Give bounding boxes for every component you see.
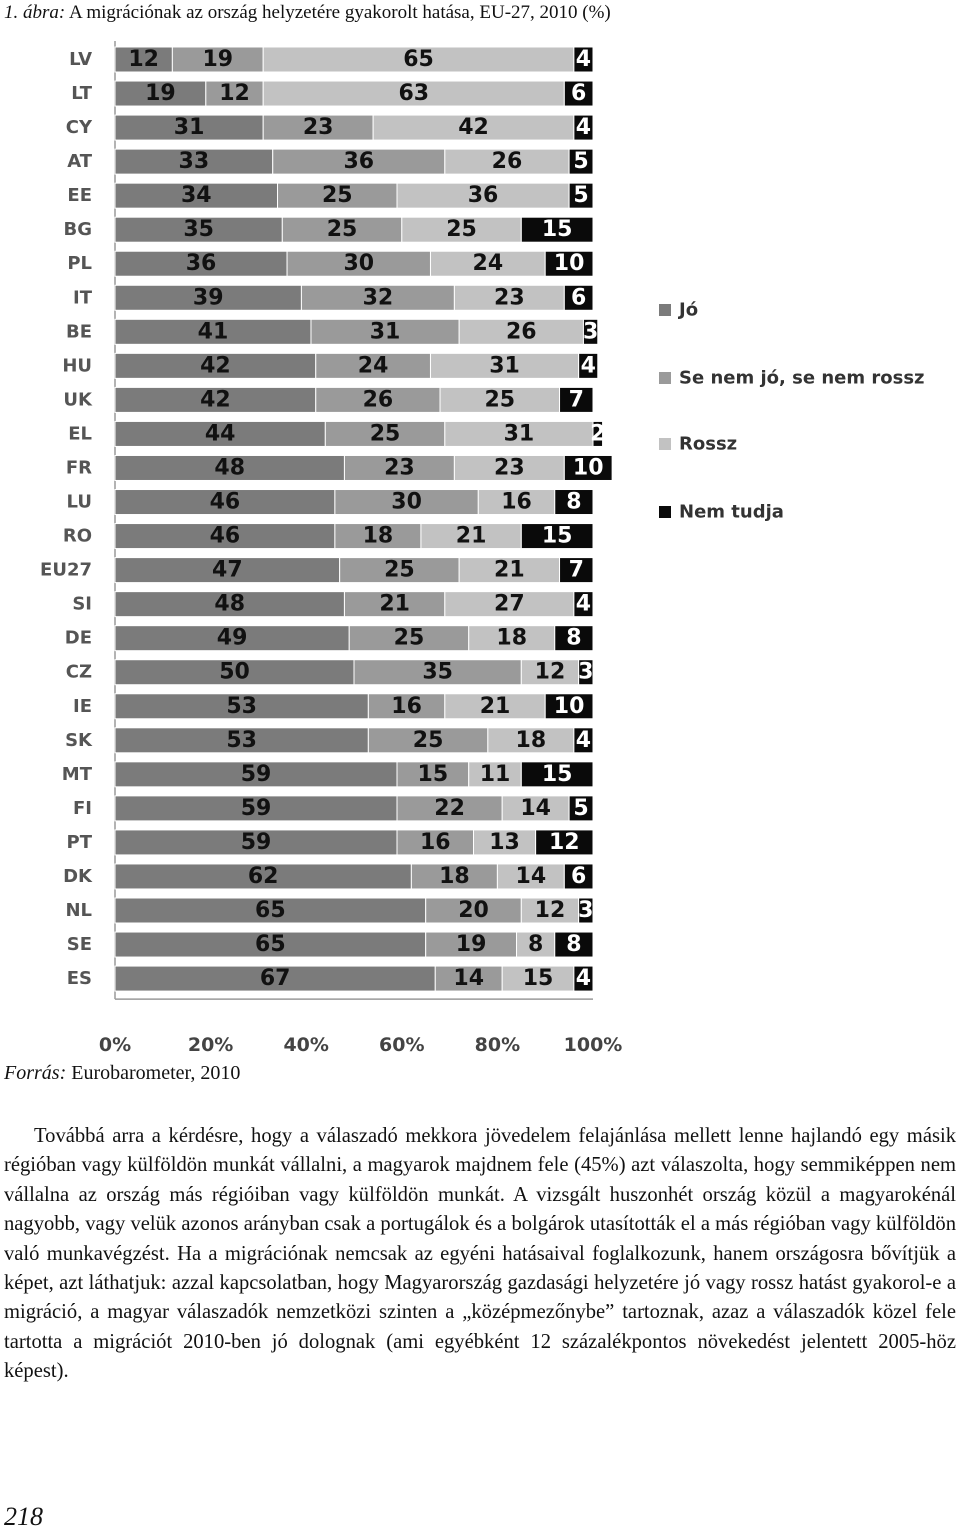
category-label-it: IT [73,287,92,309]
data-label-fr-s2: 23 [494,455,525,481]
data-label-si-s2: 27 [494,591,525,617]
data-label-ee-s3: 5 [573,183,589,209]
data-label-el-s0: 44 [204,421,236,447]
legend-swatch-0 [659,304,671,316]
data-label-bg-s1: 25 [326,217,358,243]
data-label-nl-s2: 12 [534,898,566,923]
category-label-pt: PT [66,831,92,853]
category-label-be: BE [65,321,92,343]
category-label-se: SE [66,934,92,956]
data-label-lt-s0: 19 [145,81,176,107]
data-label-uk-s3: 7 [568,387,584,413]
data-label-it-s3: 6 [571,285,587,311]
category-label-lt: LT [71,83,92,105]
category-label-es: ES [66,968,92,990]
data-label-pt-s3: 12 [549,829,580,855]
data-label-lt-s3: 6 [571,81,587,107]
data-label-lu-s0: 46 [209,489,241,515]
data-label-mt-s0: 59 [240,761,272,787]
data-label-sk-s1: 25 [412,727,444,753]
legend-label-2: Rossz [679,433,738,455]
x-tick-label: 100% [563,1034,623,1055]
data-label-pt-s0: 59 [240,829,272,855]
data-label-nl-s1: 20 [458,898,489,923]
category-label-si: SI [72,593,92,615]
body-paragraph: Továbbá arra a kérdésre, hogy a válaszadó mekkora jövedelem felajánlása mellett lenne hajlandó egy másik régióban vagy külföldön munkát vállalni, a magyarok majdnem fele (45%) azt válaszolta, hogy semmiképpen nem vállalna az ország más régióiban vagy külföldön munkát. A vizsgált huszonhét ország közül a magyarokénál nagyobb, vagy velük azonos arányban csak a portugálok és a bolgárok utasították el a más régióban vagy külföldön való munkavégzést. Ha a migrációnak nemcsak az egyéni hatásaival foglalkozunk, hanem országosra bővítjük a képet, azt láthatjuk: azzal kapcsolatban, hogy Magyarország gazdasági helyzetére jó vagy rossz hatást gyakorol-e a migráció, a magyar válaszadók nemzetközi szinten a „középmezőnybe” tartoznak, azaz a válaszadók közel fele tartotta a migrációt 2010-ben jó dolognak (ami egyébként 12 százalékpontos növekedést jelentett 2005-höz képest). [4,1125,956,1383]
data-label-pl-s1: 30 [343,251,375,277]
data-label-hu-s1: 24 [357,353,389,379]
data-label-es-s1: 14 [453,966,485,992]
data-label-se-s1: 19 [455,932,487,958]
data-label-hu-s3: 4 [580,353,596,379]
category-label-de: DE [64,627,92,649]
data-label-sk-s2: 18 [515,727,547,753]
data-label-cz-s3: 3 [578,659,594,685]
data-label-el-s1: 25 [369,421,401,447]
data-label-el-s3: 2 [590,421,606,447]
x-tick-label: 60% [379,1034,425,1055]
data-label-si-s3: 4 [575,591,592,617]
category-label-nl: NL [65,900,92,921]
data-label-es-s3: 4 [575,966,592,992]
category-label-fr: FR [65,457,92,479]
data-label-el-s2: 31 [503,421,535,447]
category-label-at: AT [67,151,92,173]
category-label-cz: CZ [65,661,92,683]
data-label-uk-s1: 26 [362,387,394,413]
category-label-el: EL [68,423,92,445]
x-tick-label: 80% [474,1034,521,1055]
data-label-si-s1: 21 [379,591,410,617]
category-label-ee: EE [67,185,92,207]
data-label-bg-s2: 25 [446,217,477,243]
data-label-mt-s2: 11 [479,761,511,787]
source-label: Forrás: [4,1062,67,1084]
data-label-de-s2: 18 [496,625,528,651]
data-label-it-s0: 39 [192,285,224,311]
data-label-fr-s1: 23 [384,455,415,481]
data-label-si-s0: 48 [214,591,246,617]
data-label-ie-s1: 16 [391,693,422,719]
data-label-at-s2: 26 [491,149,523,175]
category-label-lv: LV [69,49,92,70]
data-label-cy-s2: 42 [458,115,489,141]
stacked-bar-chart [0,30,960,1055]
data-label-sk-s0: 53 [226,727,257,753]
data-label-dk-s2: 14 [515,863,547,889]
data-label-cy-s1: 23 [302,115,334,141]
data-label-ro-s0: 46 [209,523,241,549]
legend-swatch-1 [659,372,671,384]
data-label-fi-s0: 59 [240,795,272,821]
figure-label: 1. ábra: [4,2,66,23]
x-tick-label: 20% [187,1034,234,1055]
data-label-lv-s3: 4 [575,47,592,72]
data-label-mt-s3: 15 [541,761,573,787]
legend-label-1: Se nem jó, se nem rossz [679,367,925,389]
data-label-ee-s0: 34 [180,183,212,209]
data-label-cy-s3: 4 [575,115,592,141]
data-label-se-s2: 8 [527,932,544,958]
data-label-dk-s1: 18 [439,863,470,889]
data-label-be-s2: 26 [505,319,537,345]
data-label-fi-s1: 22 [434,795,465,821]
data-label-ro-s3: 15 [541,523,573,549]
legend-swatch-2 [659,438,671,450]
data-label-lu-s1: 30 [391,489,422,515]
data-label-mt-s1: 15 [417,761,449,787]
category-label-cy: CY [65,117,92,139]
data-label-lu-s2: 16 [501,489,532,515]
data-label-lv-s2: 65 [403,47,434,72]
data-label-pl-s2: 24 [472,251,504,277]
data-label-lt-s1: 12 [219,81,250,107]
data-label-dk-s3: 6 [571,863,587,889]
data-label-lt-s2: 63 [398,81,430,107]
data-label-ee-s2: 36 [467,183,499,209]
data-label-fr-s3: 10 [572,455,604,481]
category-label-eu27: EU27 [40,559,92,581]
data-label-eu27-s2: 21 [494,557,525,583]
data-label-it-s2: 23 [494,285,525,311]
data-label-ee-s1: 25 [321,183,353,209]
data-label-pt-s2: 13 [489,829,520,855]
data-label-eu27-s1: 25 [384,557,415,583]
category-label-dk: DK [63,865,92,887]
data-label-fi-s3: 5 [573,795,589,821]
data-label-de-s0: 49 [216,625,248,651]
data-label-uk-s2: 25 [484,387,516,413]
data-label-at-s3: 5 [573,149,589,175]
data-label-be-s3: 3 [582,319,599,345]
data-label-hu-s0: 42 [200,353,231,379]
data-label-sk-s3: 4 [575,727,592,753]
data-label-fr-s0: 48 [214,455,246,481]
data-label-de-s3: 8 [566,625,582,651]
data-label-bg-s0: 35 [183,217,214,243]
data-label-eu27-s3: 7 [568,557,584,583]
x-tick-label: 0% [98,1034,132,1055]
category-label-mt: MT [61,763,92,785]
data-label-ro-s1: 18 [362,523,394,549]
data-label-at-s1: 36 [343,149,375,175]
source-note [4,1062,240,1085]
data-label-ro-s2: 21 [455,523,487,549]
category-label-sk: SK [65,729,92,751]
data-label-nl-s0: 65 [255,898,286,923]
category-label-hu: HU [62,355,92,377]
data-label-pl-s3: 10 [553,251,585,277]
data-label-hu-s2: 31 [489,353,520,379]
category-label-ro: RO [62,525,92,547]
data-label-dk-s0: 62 [247,863,279,889]
category-label-uk: UK [63,389,92,411]
data-label-lv-s1: 19 [202,47,234,72]
data-label-se-s3: 8 [566,932,582,958]
data-label-pl-s0: 36 [185,251,217,277]
legend-swatch-3 [659,506,671,518]
x-tick-label: 40% [283,1034,329,1055]
data-label-be-s0: 41 [197,319,229,345]
category-label-lu: LU [66,491,92,513]
data-label-eu27-s0: 47 [212,557,243,583]
data-label-es-s0: 67 [259,966,291,992]
data-label-fi-s2: 14 [520,795,551,821]
data-label-cz-s2: 12 [534,659,566,685]
data-label-bg-s3: 15 [541,217,573,243]
data-label-ie-s3: 10 [553,693,585,719]
category-label-bg: BG [63,219,92,241]
category-label-ie: IE [73,695,92,717]
category-label-pl: PL [67,253,92,275]
data-label-cy-s0: 31 [173,115,205,141]
legend-label-3: Nem tudja [679,501,784,523]
source-text: Eurobarometer, 2010 [71,1062,241,1084]
data-label-ie-s2: 21 [479,693,511,719]
data-label-lv-s0: 12 [128,47,159,72]
data-label-de-s1: 25 [393,625,425,651]
figure-title-text: A migrációnak az ország helyzetére gyakorolt hatása, EU-27, 2010 (%) [68,2,611,23]
data-label-uk-s0: 42 [200,387,231,413]
data-label-cz-s0: 50 [219,659,250,685]
data-label-ie-s0: 53 [226,693,257,719]
data-label-it-s1: 32 [362,285,394,311]
data-label-cz-s1: 35 [422,659,453,685]
data-label-at-s0: 33 [178,149,210,175]
page-number: 218 [4,1502,43,1531]
data-label-es-s2: 15 [522,966,554,992]
data-label-lu-s3: 8 [566,489,582,515]
data-label-pt-s1: 16 [419,829,451,855]
figure-title [4,2,611,24]
data-label-nl-s3: 3 [578,898,594,923]
category-label-fi: FI [73,797,92,819]
data-label-se-s0: 65 [255,932,286,958]
legend-label-0: Jó [679,299,699,321]
data-label-be-s1: 31 [369,319,401,345]
